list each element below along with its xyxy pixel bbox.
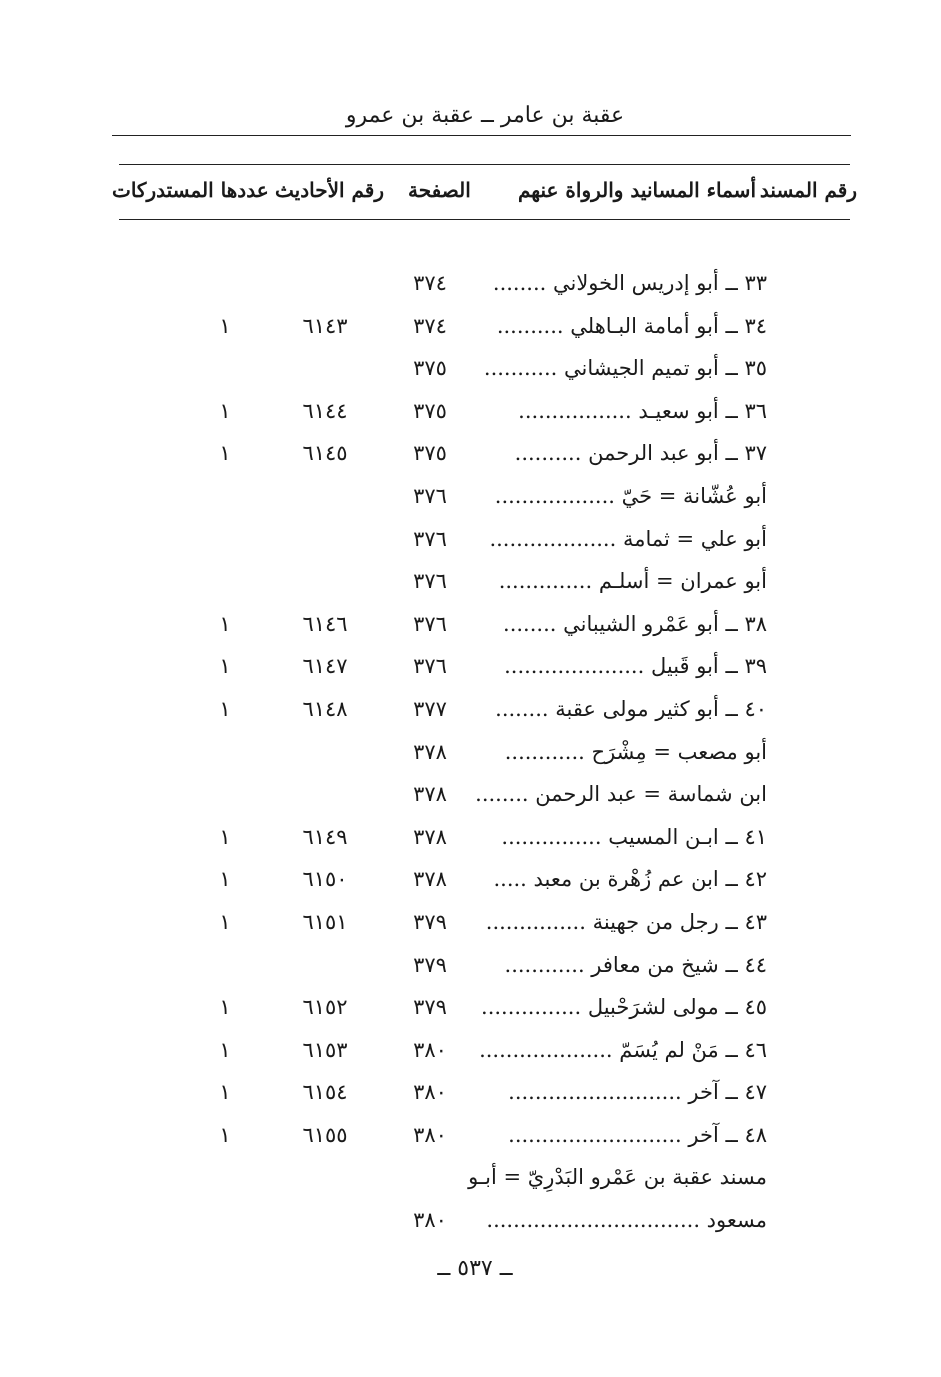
table-row <box>0 305 941 348</box>
row-hadith: ٦١٥٠ <box>302 867 348 892</box>
table-row <box>0 645 941 688</box>
header-names: أسماء المسانيد والرواة عنهم <box>517 178 756 202</box>
row-name: ٤٦ ــ مَنْ لم يُسَمّ .................... <box>479 1037 767 1062</box>
row-page: ٣٧٦ <box>413 611 447 636</box>
row-page: ٣٧٩ <box>413 909 447 934</box>
row-hadith: ٦١٥٥ <box>302 1122 348 1147</box>
row-hadith: ٦١٤٩ <box>302 824 348 849</box>
row-name: ٣٣ ــ أبو إدريس الخولاني ........ <box>492 271 767 295</box>
row-count: ١ <box>219 441 231 466</box>
row-page: ٣٧٤ <box>413 271 447 295</box>
row-hadith: ٦١٥٤ <box>302 1080 348 1105</box>
table-row <box>0 816 941 859</box>
row-page: ٣٧٦ <box>413 654 447 679</box>
header-musnad-number: رقم المسند <box>759 178 857 202</box>
row-count: ١ <box>219 1122 231 1147</box>
index-table-body <box>0 262 941 1242</box>
table-row <box>0 432 941 475</box>
row-page: ٣٧٨ <box>413 867 447 892</box>
row-count: ١ <box>219 909 231 934</box>
row-page: ٣٧٦ <box>413 569 447 594</box>
row-name: ٣٥ ــ أبو تميم الجيشاني ........... <box>483 356 767 381</box>
row-count: ١ <box>219 867 231 892</box>
row-name: ٤٧ ــ آخر .......................... <box>508 1080 767 1105</box>
table-row <box>0 518 941 561</box>
table-row <box>0 1156 941 1199</box>
row-page: ٣٧٨ <box>413 782 447 807</box>
row-name: ٣٦ ــ أبو سعيـد ................. <box>518 398 767 423</box>
row-name: ٤٤ ــ شيخ من معافر ............ <box>504 952 767 977</box>
row-page: ٣٨٠ <box>413 1037 447 1062</box>
row-name: ٣٧ ــ أبو عبد الرحمن .......... <box>514 441 767 466</box>
row-hadith: ٦١٤٧ <box>302 654 348 679</box>
row-hadith: ٦١٤٦ <box>302 611 348 636</box>
header-hadith-numbers: رقم الأحاديث <box>275 178 385 202</box>
row-name: ٤٨ ــ آخر .......................... <box>508 1122 767 1147</box>
table-row <box>0 1114 941 1157</box>
row-hadith: ٦١٤٨ <box>302 696 348 721</box>
row-page: ٣٨٠ <box>413 1208 447 1233</box>
row-count: ١ <box>219 995 231 1020</box>
row-page: ٣٧٦ <box>413 526 447 551</box>
row-name: ٤٣ ــ رجل من جهينة ............... <box>485 909 767 934</box>
row-page: ٣٧٩ <box>413 952 447 977</box>
row-hadith: ٦١٥٣ <box>302 1037 348 1062</box>
row-name: ٤١ ــ ابـن المسيب ............... <box>501 824 767 849</box>
row-name: ٤٢ ــ ابن عم زُهْرة بن معبد ..... <box>493 867 767 892</box>
row-name: ٣٨ ــ أبو عَمْرو الشيباني ........ <box>503 611 767 636</box>
row-count: ١ <box>219 398 231 423</box>
row-count: ١ <box>219 696 231 721</box>
table-row <box>0 688 941 731</box>
row-name: مسند عقبة بن عَمْرو البَدْرِيّ = أبـو <box>468 1165 767 1190</box>
running-head: عقبة بن عامر ــ عقبة بن عمرو <box>345 103 625 128</box>
row-page: ٣٧٤ <box>413 313 447 338</box>
table-row <box>0 944 941 987</box>
row-page: ٣٧٨ <box>413 739 447 764</box>
row-name: أبو عُشّانة = حَيّ .................. <box>494 483 767 508</box>
row-name: ٤٠ ــ أبو كثير مولى عقبة ........ <box>495 696 767 721</box>
row-count: ١ <box>219 824 231 849</box>
table-row <box>0 475 941 518</box>
row-page: ٣٧٧ <box>413 696 447 721</box>
table-row <box>0 390 941 433</box>
header-page: الصفحة <box>408 178 471 202</box>
row-name: مسعود ................................ <box>486 1208 767 1233</box>
table-row <box>0 1029 941 1072</box>
row-name: ابن شماسة = عبد الرحمن ........ <box>475 782 767 807</box>
table-row <box>0 1071 941 1114</box>
row-name: أبو مصعب = مِشْرَح ............ <box>504 739 767 764</box>
row-name: ٣٩ ــ أبو قَبيل ..................... <box>504 654 767 679</box>
row-count: ١ <box>219 1080 231 1105</box>
row-count: ١ <box>219 1037 231 1062</box>
row-name: ٤٥ ــ مولى لشرَحْبيل ............... <box>481 995 767 1020</box>
row-hadith: ٦١٥١ <box>302 909 348 934</box>
row-page: ٣٨٠ <box>413 1122 447 1147</box>
row-page: ٣٧٥ <box>413 398 447 423</box>
table-row <box>0 986 941 1029</box>
table-row <box>0 262 941 305</box>
table-header-bottom-rule <box>119 219 850 220</box>
row-page: ٣٧٨ <box>413 824 447 849</box>
row-hadith: ٦١٤٤ <box>302 398 348 423</box>
row-hadith: ٦١٤٥ <box>302 441 348 466</box>
table-row <box>0 858 941 901</box>
table-row <box>0 1199 941 1242</box>
table-header-top-rule <box>119 164 850 165</box>
row-count: ١ <box>219 611 231 636</box>
table-row <box>0 347 941 390</box>
table-row <box>0 773 941 816</box>
table-row <box>0 901 941 944</box>
row-page: ٣٧٦ <box>413 483 447 508</box>
row-count: ١ <box>219 313 231 338</box>
row-page: ٣٧٥ <box>413 356 447 381</box>
row-name: أبو علي = ثمامة ................... <box>489 526 767 551</box>
row-hadith: ٦١٤٣ <box>302 313 348 338</box>
row-page: ٣٧٥ <box>413 441 447 466</box>
header-count: عددها المستدركات <box>112 178 269 202</box>
page-number: ــ ٥٣٧ ــ <box>437 1256 513 1281</box>
table-row <box>0 560 941 603</box>
table-row <box>0 603 941 646</box>
row-page: ٣٧٩ <box>413 995 447 1020</box>
row-hadith: ٦١٥٢ <box>302 995 348 1020</box>
row-count: ١ <box>219 654 231 679</box>
table-row <box>0 731 941 774</box>
row-name: ٣٤ ــ أبو أمامة البـاهلي .......... <box>496 313 767 338</box>
row-name: أبو عمران = أسلـم .............. <box>498 569 767 594</box>
row-page: ٣٨٠ <box>413 1080 447 1105</box>
top-rule <box>112 135 851 136</box>
